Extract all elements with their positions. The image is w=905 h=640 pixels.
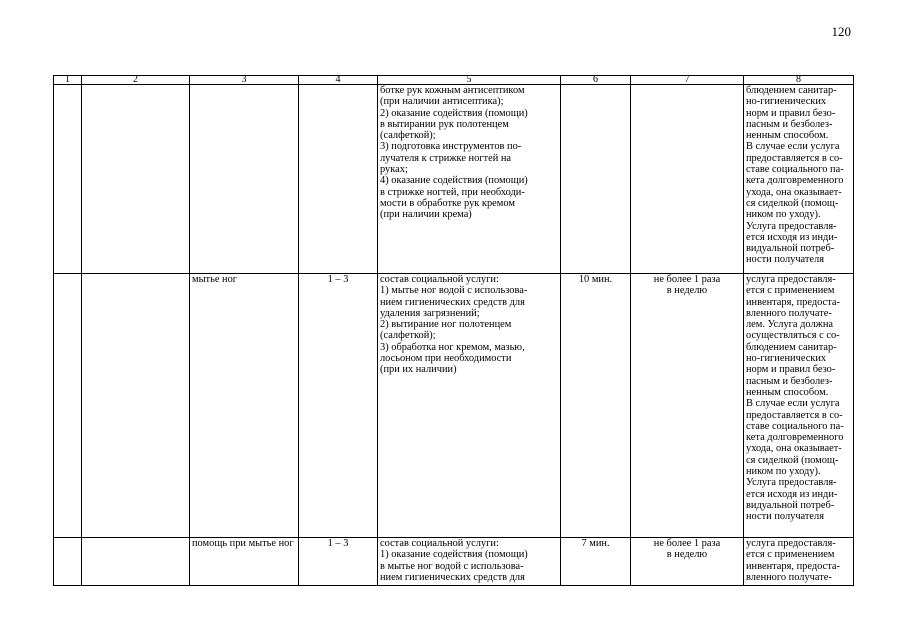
header-cell: 6 [561, 76, 631, 85]
conditions-line: В случае если услуга [746, 141, 840, 153]
service-description-cell [378, 274, 561, 538]
frequency-line: в неделю [666, 549, 708, 561]
conditions-line: блюдением санитар- [746, 341, 837, 353]
description-line: в мытье ног водой с использова- [380, 560, 524, 572]
description-line: 1) мытье ног водой с использова- [380, 285, 528, 297]
conditions-cell [744, 274, 854, 538]
service-name-cell [190, 85, 299, 274]
conditions-line: ности получателя [746, 254, 825, 266]
description-line: (салфеткой); [380, 330, 436, 342]
frequency-line: в неделю [666, 285, 708, 297]
description-line: (салфеткой); [380, 130, 436, 142]
conditions-line: ненным способом. [746, 386, 829, 398]
conditions-line: ненным способом. [746, 130, 829, 142]
description-line: в вытирании рук полотенцем [380, 118, 509, 130]
header-cell: 1 [54, 76, 82, 85]
conditions-cell [744, 538, 854, 586]
services-table [53, 75, 854, 586]
row-number-cell [54, 274, 82, 538]
conditions-line: лем. Услуга должна [746, 319, 834, 331]
service-description-cell [378, 85, 561, 274]
description-line: нием гигиенических средств для [380, 571, 525, 583]
conditions-line: ником по уходу). [746, 466, 821, 478]
conditions-line: ся сиделкой (помощ- [746, 197, 839, 209]
code-cell: 1 – 3 [299, 538, 378, 586]
conditions-line: В случае если услуга [746, 398, 840, 410]
conditions-line: норм и правил безо- [746, 364, 836, 376]
duration-cell: 10 мин. [561, 274, 631, 538]
conditions-line: норм и правил безо- [746, 107, 836, 119]
conditions-cell [744, 85, 854, 274]
code-cell [299, 85, 378, 274]
frequency-line: не более 1 раза [653, 538, 721, 549]
header-cell: 3 [190, 76, 299, 85]
conditions-line: ставе социального па- [746, 164, 844, 176]
description-line: нием гигиенических средств для [380, 296, 525, 308]
header-cell: 5 [378, 76, 561, 85]
conditions-line: услуга предоставля- [746, 274, 836, 285]
conditions-line: ухода, она оказывает- [746, 186, 842, 198]
conditions-line: пасным и безболез- [746, 375, 833, 387]
service-description-cell [378, 538, 561, 586]
table-header-row [54, 76, 854, 85]
description-line: (при наличии крема) [380, 209, 472, 221]
row-number-cell [54, 538, 82, 586]
description-line: (при наличии антисептика); [380, 96, 504, 108]
conditions-line: кета долговременного [746, 175, 844, 187]
service-name-cell: помощь при мытье ног [190, 538, 299, 586]
conditions-line: ности получателя [746, 511, 825, 523]
conditions-line: услуга предоставля- [746, 538, 836, 549]
description-line: удаления загрязнений; [380, 307, 480, 319]
header-cell: 4 [299, 76, 378, 85]
conditions-line: вленного получате- [746, 307, 832, 319]
table-row [54, 85, 854, 274]
description-line: 3) подготовка инструментов по- [380, 141, 522, 153]
conditions-line: пасным и безболез- [746, 118, 833, 130]
description-line: руках; [380, 164, 408, 176]
code-cell: 1 – 3 [299, 274, 378, 538]
frequency-line: не более 1 раза [653, 274, 721, 285]
conditions-line: Услуга предоставля- [746, 220, 837, 232]
conditions-line: Услуга предоставля- [746, 477, 837, 489]
table-row [54, 538, 854, 586]
conditions-line: ется с применением [746, 549, 835, 561]
conditions-line: видуальной потреб- [746, 499, 835, 511]
conditions-line: ется исходя из инди- [746, 231, 838, 243]
conditions-line: предоставляется в со- [746, 152, 843, 164]
description-line: в стрижке ногтей, при необходи- [380, 186, 525, 198]
conditions-line: ставе социального па- [746, 420, 844, 432]
section-cell [82, 85, 190, 274]
conditions-line: осуществляться с со- [746, 330, 840, 342]
description-line: 1) оказание содействия (помощи) [380, 549, 528, 561]
duration-cell [561, 85, 631, 274]
conditions-line: ником по уходу). [746, 209, 821, 221]
conditions-line: ся сиделкой (помощ- [746, 454, 839, 466]
description-line: 3) обработка ног кремом, мазью, [380, 341, 525, 353]
conditions-line: но-гигиенических [746, 353, 827, 365]
description-line: 2) вытирание ног полотенцем [380, 319, 512, 331]
description-line: ботке рук кожным антисептиком [380, 85, 525, 96]
section-cell [82, 538, 190, 586]
conditions-line: ется исходя из инди- [746, 488, 838, 500]
row-number-cell [54, 85, 82, 274]
section-cell [82, 274, 190, 538]
conditions-line: вленного получате- [746, 571, 832, 583]
conditions-line: кета долговременного [746, 432, 844, 444]
conditions-line: инвентаря, предоста- [746, 560, 840, 572]
conditions-line: ухода, она оказывает- [746, 443, 842, 455]
service-name-cell: мытье ног [190, 274, 299, 538]
conditions-line: инвентаря, предоста- [746, 296, 840, 308]
frequency-cell [631, 538, 744, 586]
description-line: 4) оказание содействия (помощи) [380, 175, 528, 187]
frequency-cell [631, 85, 744, 274]
table-row [54, 274, 854, 538]
header-cell: 2 [82, 76, 190, 85]
description-line: лучателя к стрижке ногтей на [380, 152, 512, 164]
conditions-line: предоставляется в со- [746, 409, 843, 421]
description-line: 2) оказание содействия (помощи) [380, 107, 528, 119]
duration-cell: 7 мин. [561, 538, 631, 586]
conditions-line: видуальной потреб- [746, 243, 835, 255]
page-number: 120 [831, 24, 851, 39]
conditions-line: ется с применением [746, 285, 835, 297]
conditions-line: но-гигиенических [746, 96, 827, 108]
description-line: (при их наличии) [380, 364, 457, 376]
frequency-cell [631, 274, 744, 538]
description-line: состав социальной услуги: [380, 274, 499, 285]
description-line: лосьоном при необходимости [380, 353, 512, 365]
description-line: мости в обработке рук кремом [380, 197, 515, 209]
header-cell: 8 [744, 76, 854, 85]
conditions-line: блюдением санитар- [746, 85, 837, 96]
header-cell: 7 [631, 76, 744, 85]
description-line: состав социальной услуги: [380, 538, 499, 549]
